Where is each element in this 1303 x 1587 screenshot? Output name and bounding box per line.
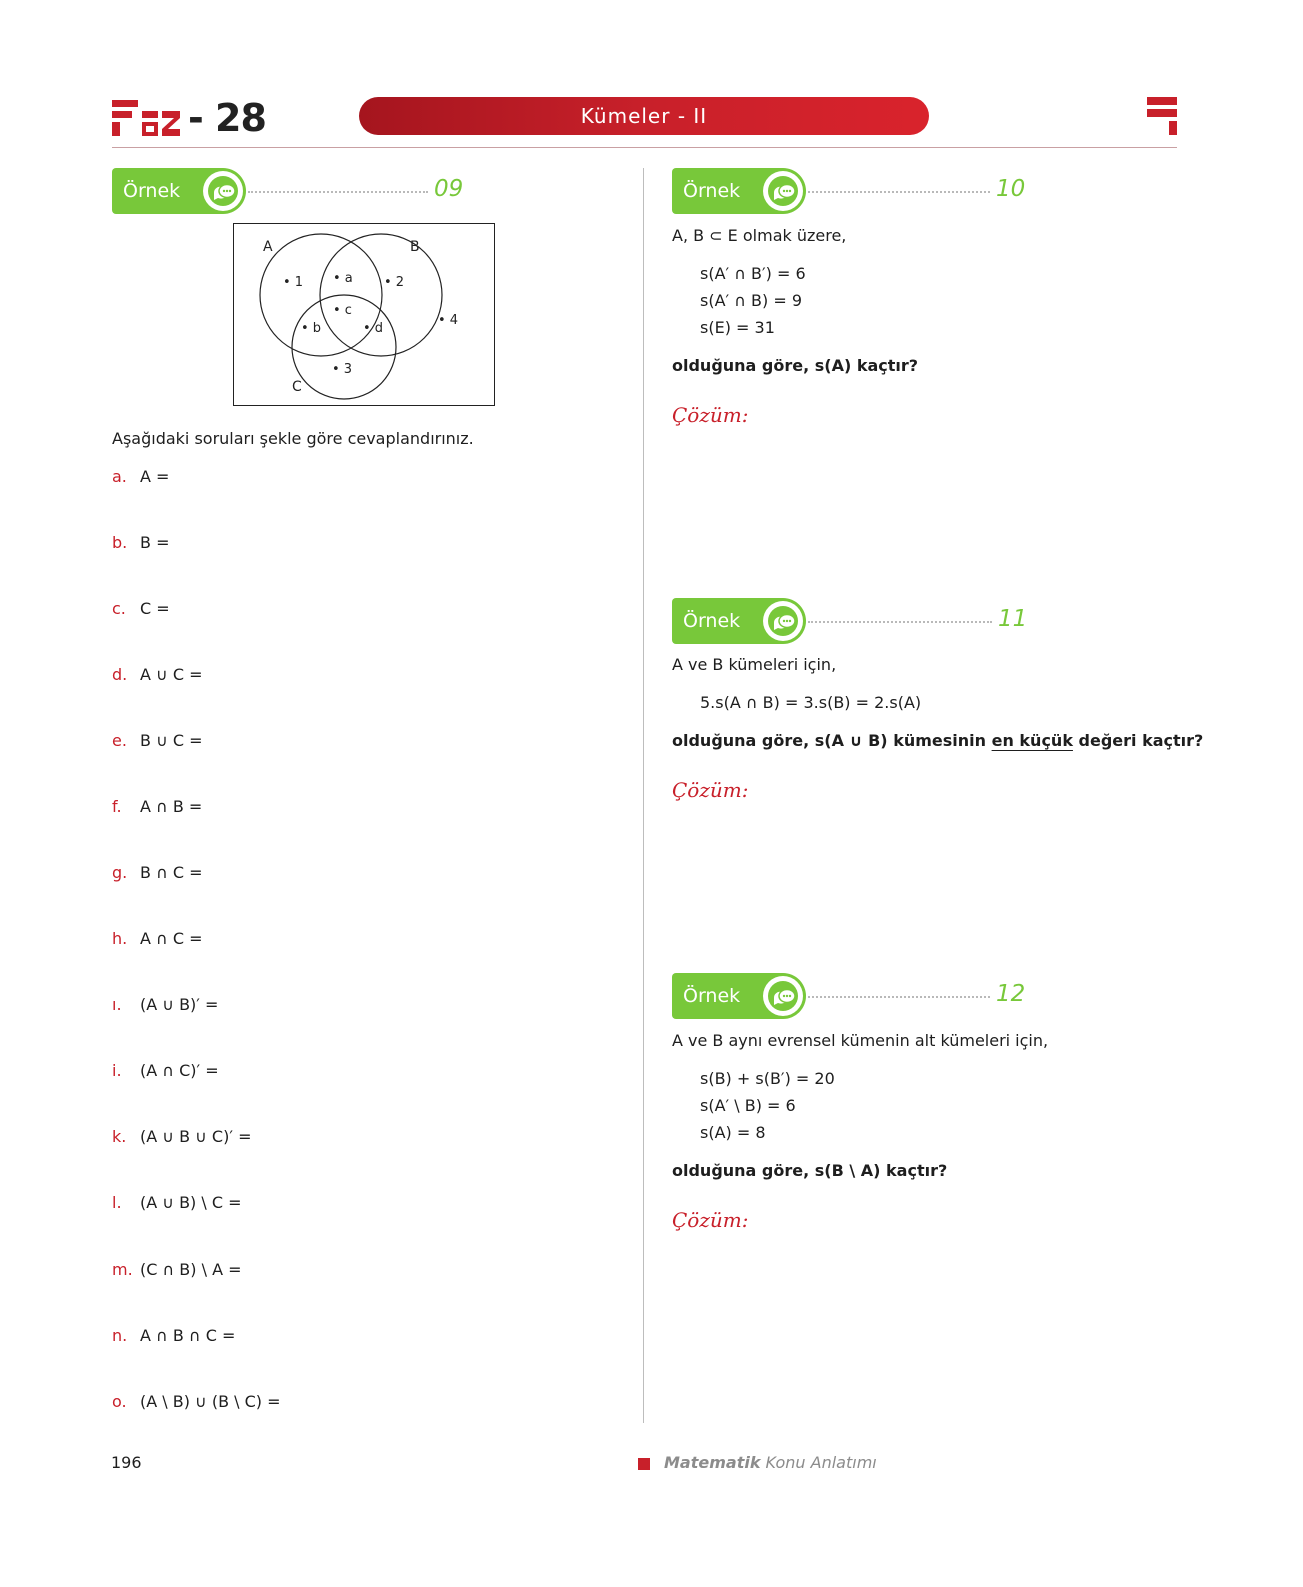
question-letter: k.	[112, 1127, 127, 1146]
brand-corner-icon	[1147, 97, 1177, 137]
question-letter: l.	[112, 1193, 122, 1212]
question-text: B ∪ C =	[140, 731, 203, 750]
ornek-badge-12	[672, 973, 806, 1019]
question-letter: g.	[112, 863, 128, 882]
ornek-label: Örnek	[123, 180, 181, 202]
question-item	[112, 1127, 251, 1146]
example-number-09: 09	[434, 176, 464, 202]
venn-element: • 1	[283, 275, 304, 290]
ornek-badge-09	[112, 168, 246, 214]
book-title-bold: Matematik	[664, 1453, 761, 1472]
example-intro: A ve B kümeleri için,	[672, 655, 837, 674]
question-item	[112, 1260, 242, 1279]
example-number-12: 12	[996, 981, 1026, 1007]
question-part: değeri kaçtır?	[1072, 731, 1204, 750]
given-line: s(A′ ∩ B′) = 6	[700, 264, 806, 283]
question-text: A ∩ C =	[140, 929, 203, 948]
venn-element: • 2	[384, 275, 405, 290]
solution-label: Çözüm:	[672, 778, 749, 802]
dotted-leader	[808, 191, 990, 193]
venn-element: • b	[301, 321, 322, 336]
question-text: A =	[140, 467, 170, 486]
question-letter: d.	[112, 665, 128, 684]
given-line: s(A′ ∩ B) = 9	[700, 291, 803, 310]
venn-diagram	[233, 223, 495, 406]
ornek-label: Örnek	[683, 610, 741, 632]
dotted-leader	[808, 996, 990, 998]
venn-element: • 4	[438, 313, 459, 328]
question-text: (A ∪ B) \ C =	[140, 1193, 242, 1212]
ornek-label: Örnek	[683, 180, 741, 202]
question-text: B =	[140, 533, 170, 552]
given-line: s(A) = 8	[700, 1123, 766, 1142]
venn-label-a: A	[263, 239, 273, 255]
ornek-badge-11	[672, 598, 806, 644]
chat-bubbles-icon	[763, 976, 803, 1016]
question-letter: n.	[112, 1326, 128, 1345]
example-number-10: 10	[996, 176, 1026, 202]
given-line: 5.s(A ∩ B) = 3.s(B) = 2.s(A)	[700, 693, 922, 712]
question-text: A ∩ B ∩ C =	[140, 1326, 236, 1345]
question-item	[112, 1061, 219, 1080]
instruction-text: Aşağıdaki soruları şekle göre cevaplandırınız.	[112, 429, 474, 448]
question-item	[112, 1326, 235, 1345]
question-item	[112, 1193, 242, 1212]
venn-label-c: C	[292, 379, 302, 395]
page-title-bar	[359, 97, 929, 135]
dotted-leader	[808, 621, 992, 623]
chat-bubbles-icon	[763, 171, 803, 211]
question-item	[112, 533, 169, 552]
example-intro: A ve B aynı evrensel kümenin alt kümeleri için,	[672, 1031, 1049, 1050]
page-number: 196	[111, 1453, 142, 1472]
venn-element: • a	[333, 271, 353, 286]
given-line: s(B) + s(B′) = 20	[700, 1069, 835, 1088]
given-line: s(A′ \ B) = 6	[700, 1096, 796, 1115]
question-text	[672, 731, 1203, 750]
question-emphasis: en küçük	[991, 731, 1073, 750]
question-text: (A ∪ B ∪ C)′ =	[140, 1127, 252, 1146]
question-text: B ∩ C =	[140, 863, 203, 882]
venn-element: • 3	[332, 362, 353, 377]
ornek-badge-10	[672, 168, 806, 214]
ornek-label: Örnek	[683, 985, 741, 1007]
header-divider	[112, 147, 1177, 148]
question-text: (A ∪ B)′ =	[140, 995, 219, 1014]
question-text: C =	[140, 599, 170, 618]
question-letter: o.	[112, 1392, 127, 1411]
question-letter: ı.	[112, 995, 122, 1014]
question-item	[112, 599, 170, 618]
page-title: Kümeler - II	[580, 104, 708, 128]
chat-bubbles-icon	[763, 601, 803, 641]
footer-square-icon	[638, 1458, 650, 1470]
question-letter: c.	[112, 599, 126, 618]
question-item	[112, 995, 218, 1014]
question-item	[112, 1392, 281, 1411]
question-letter: b.	[112, 533, 128, 552]
dotted-leader	[248, 191, 428, 193]
solution-label: Çözüm:	[672, 403, 749, 427]
example-intro: A, B ⊂ E olmak üzere,	[672, 226, 847, 245]
chat-bubbles-icon	[203, 171, 243, 211]
solution-label: Çözüm:	[672, 1208, 749, 1232]
question-part: olduğuna göre, s(A ∪ B) kümesinin	[672, 731, 992, 750]
question-text: A ∩ B =	[140, 797, 203, 816]
brand-logo	[112, 96, 266, 140]
question-letter: e.	[112, 731, 127, 750]
given-line: s(E) = 31	[700, 318, 775, 337]
venn-element: • c	[333, 303, 352, 318]
question-item	[112, 665, 203, 684]
question-item	[112, 467, 169, 486]
question-text: olduğuna göre, s(B \ A) kaçtır?	[672, 1161, 948, 1180]
question-letter: i.	[112, 1061, 122, 1080]
faz-logo-icon	[112, 98, 182, 138]
question-text: (A ∩ C)′ =	[140, 1061, 219, 1080]
question-text: olduğuna göre, s(A) kaçtır?	[672, 356, 919, 375]
venn-element: • d	[363, 321, 384, 336]
unit-number: - 28	[188, 96, 266, 140]
column-divider	[643, 168, 644, 1423]
question-item	[112, 863, 203, 882]
book-title-rest: Konu Anlatımı	[760, 1453, 877, 1472]
question-letter: a.	[112, 467, 127, 486]
question-letter: h.	[112, 929, 128, 948]
question-item	[112, 731, 203, 750]
question-item	[112, 797, 202, 816]
question-text: A ∪ C =	[140, 665, 203, 684]
question-letter: m.	[112, 1260, 133, 1279]
question-text: (C ∩ B) \ A =	[140, 1260, 242, 1279]
venn-label-b: B	[410, 239, 420, 255]
example-number-11: 11	[998, 606, 1028, 632]
question-text: (A \ B) ∪ (B \ C) =	[140, 1392, 281, 1411]
question-letter: f.	[112, 797, 122, 816]
book-title	[664, 1453, 877, 1472]
question-item	[112, 929, 203, 948]
